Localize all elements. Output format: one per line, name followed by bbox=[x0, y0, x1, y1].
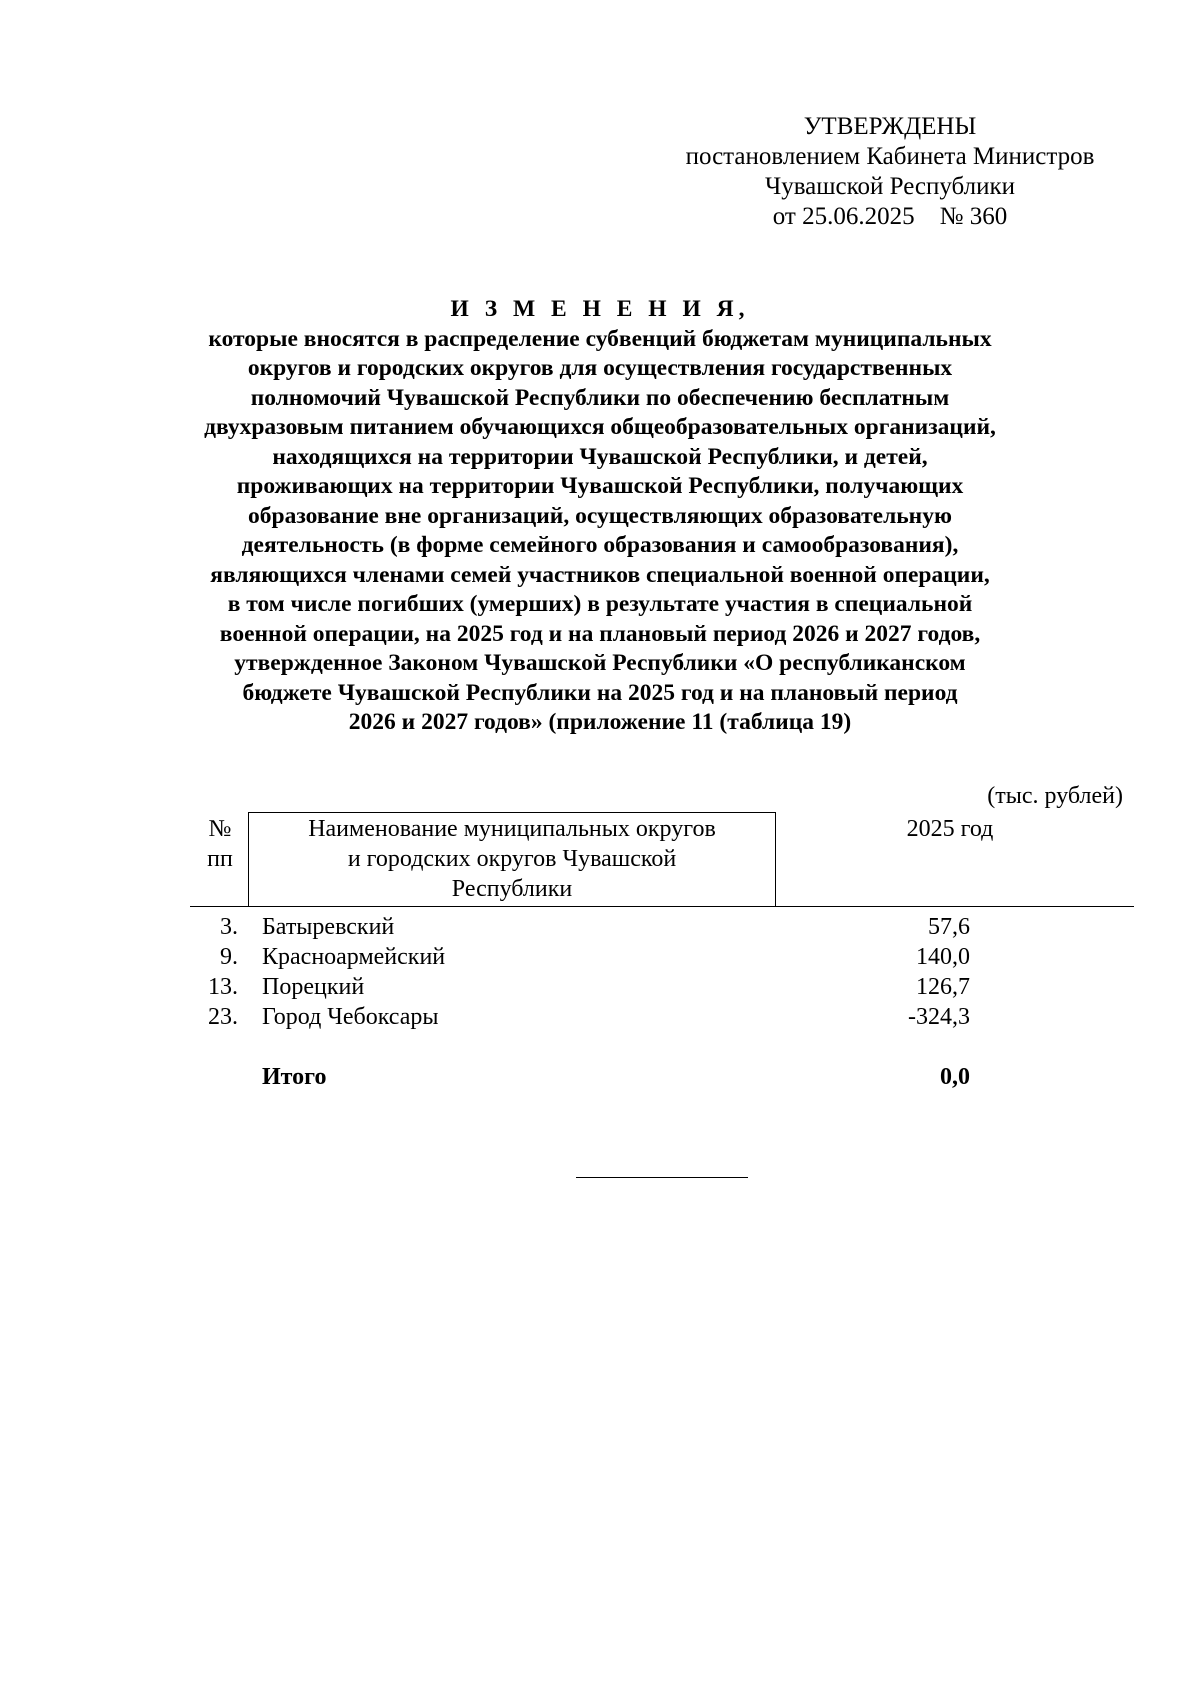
document-title bbox=[150, 295, 1050, 738]
row-name: Батыревский bbox=[262, 914, 395, 940]
title-line: проживающих на территории Чувашской Республики, получающих bbox=[236, 473, 964, 499]
row-value: 57,6 bbox=[928, 914, 970, 940]
title-heading: И З М Е Н Е Н И Я, bbox=[450, 296, 750, 322]
row-number: 9. bbox=[220, 944, 238, 970]
header-name-line: Наименование муниципальных округов bbox=[308, 816, 716, 842]
units-label: (тыс. рублей) bbox=[987, 783, 1123, 809]
approval-date-line: от 25.06.2025 № 360 bbox=[772, 203, 1008, 230]
table-row bbox=[190, 1002, 990, 1032]
title-line: утвержденное Законом Чувашской Республики «О республиканском bbox=[234, 650, 966, 676]
title-line: которые вносятся в распределение субвенций бюджетам муниципальных bbox=[208, 325, 992, 352]
title-line: деятельность (в форме семейного образования и самообразования), bbox=[241, 532, 959, 558]
total-value: 0,0 bbox=[940, 1064, 970, 1090]
row-name: Город Чебоксары bbox=[262, 1004, 439, 1030]
row-name: Красноармейский bbox=[262, 944, 446, 970]
table-row bbox=[190, 912, 990, 942]
total-label: Итого bbox=[262, 1064, 327, 1090]
table-total-row bbox=[190, 1062, 990, 1092]
title-line: округов и городских округов для осуществления государственных bbox=[247, 355, 953, 381]
table-row bbox=[190, 972, 990, 1002]
title-line: находящихся на территории Чувашской Республики, и детей, bbox=[272, 443, 928, 470]
table-row bbox=[190, 942, 990, 972]
row-value: -324,3 bbox=[908, 1004, 970, 1030]
title-line: образование вне организаций, осуществляющих образовательную bbox=[248, 502, 952, 529]
row-value: 140,0 bbox=[916, 944, 970, 970]
table-header-bottom-border bbox=[190, 906, 1134, 907]
title-line: двухразовым питанием обучающихся общеобразовательных организаций, bbox=[204, 414, 996, 440]
title-line: военной операции, на 2025 год и на плановый период 2026 и 2027 годов, bbox=[219, 620, 981, 647]
approval-stamp bbox=[650, 112, 1130, 232]
document-end-rule bbox=[576, 1177, 748, 1178]
row-number: 3. bbox=[220, 914, 238, 940]
row-number: 23. bbox=[208, 1004, 238, 1030]
row-name: Порецкий bbox=[262, 974, 365, 1000]
approval-line: УТВЕРЖДЕНЫ bbox=[803, 113, 977, 140]
approval-line: Чувашской Республики bbox=[764, 173, 1016, 200]
table-column-divider bbox=[248, 812, 249, 906]
title-line: бюджете Чувашской Республики на 2025 год и на плановый период bbox=[242, 679, 958, 706]
header-number-line: № bbox=[208, 816, 232, 842]
header-number bbox=[196, 814, 244, 874]
header-name-line: и городских округов Чувашской bbox=[347, 846, 677, 872]
title-line: 2026 и 2027 годов» (приложение 11 (таблица 19) bbox=[348, 709, 852, 735]
approval-line: постановлением Кабинета Министров bbox=[685, 143, 1095, 170]
title-line: полномочий Чувашской Республики по обеспечению бесплатным bbox=[250, 384, 950, 411]
header-name-line: Республики bbox=[451, 876, 573, 902]
row-number: 13. bbox=[208, 974, 238, 1000]
table-column-divider bbox=[775, 812, 776, 906]
title-line: являющихся членами семей участников специальной военной операции, bbox=[210, 561, 990, 588]
table-header-top-border bbox=[248, 812, 775, 813]
header-number-line: пп bbox=[207, 846, 233, 872]
header-year: 2025 год bbox=[906, 816, 994, 842]
row-value: 126,7 bbox=[916, 974, 970, 1000]
title-line: в том числе погибших (умерших) в результате участия в специальной bbox=[227, 591, 973, 617]
header-name bbox=[252, 814, 772, 904]
